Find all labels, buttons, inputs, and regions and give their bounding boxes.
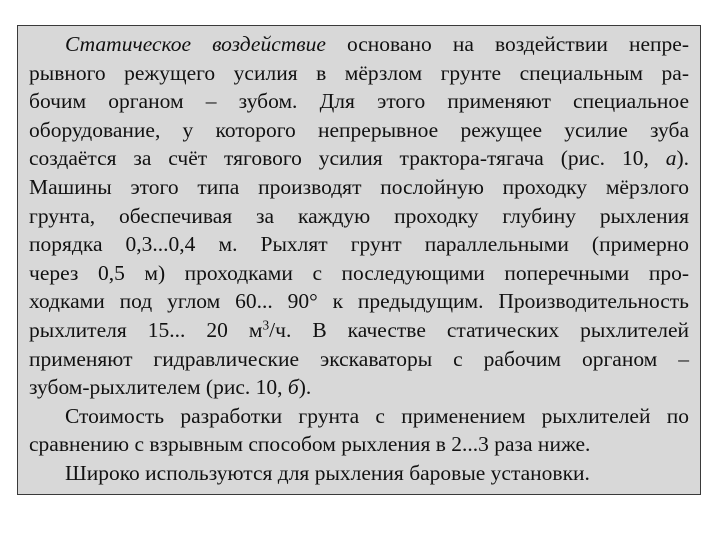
paragraph-1 bbox=[29, 30, 689, 402]
text-run: создаётся за счёт тягового усилия трактора-тягача (рис. 10, bbox=[29, 146, 666, 171]
text-panel bbox=[17, 25, 701, 495]
text-line bbox=[29, 144, 689, 173]
text-run: через 0,5 м) проходками с последующими поперечными про- bbox=[29, 260, 689, 285]
text-run: Машины этого типа производят послойную проходку мёрзлого bbox=[29, 174, 689, 199]
text-run: бочим органом – зубом. Для этого применяют специальное bbox=[29, 89, 689, 114]
paragraph-3 bbox=[29, 459, 689, 488]
text-run: применяют гидравлические экскаваторы с рабочим органом – bbox=[29, 346, 689, 371]
italic-text: б bbox=[287, 375, 299, 400]
text-run: порядка 0,3...0,4 м. Рыхлят грунт параллельными (примерно bbox=[29, 232, 689, 257]
text-line bbox=[29, 59, 689, 88]
text-line bbox=[29, 316, 689, 345]
paragraph-2 bbox=[29, 402, 689, 459]
text-run: Стоимость разработки грунта с применением рыхлителей по bbox=[65, 403, 689, 428]
text-run: ). bbox=[298, 375, 312, 400]
text-line bbox=[29, 345, 689, 374]
text-run: сравнению с взрывным способом рыхления в 2...3 раза ниже. bbox=[29, 432, 591, 457]
text-line bbox=[29, 202, 689, 231]
text-run: зубом-рыхлителем (рис. 10, bbox=[29, 375, 288, 400]
text-run: основано на воздействии непре- bbox=[325, 32, 689, 56]
text-run: рывного режущего усилия в мёрзлом грунте специальным ра- bbox=[29, 60, 689, 85]
text-line bbox=[29, 259, 689, 288]
text-line bbox=[29, 459, 689, 488]
text-run: Широко используются для рыхления баровые установки. bbox=[65, 460, 590, 485]
text-run: рыхлителя 15... 20 м bbox=[29, 317, 263, 342]
text-line bbox=[29, 30, 689, 59]
superscript: 3 bbox=[262, 317, 270, 333]
text-line bbox=[29, 87, 689, 116]
text-line bbox=[29, 430, 689, 459]
text-run: оборудование, у которого непрерывное режущее усилие зуба bbox=[29, 117, 689, 142]
italic-text: Статическое воздействие bbox=[65, 32, 326, 56]
text-line bbox=[29, 287, 689, 316]
text-run: /ч. В качестве статических рыхлителей bbox=[269, 317, 689, 342]
text-line bbox=[29, 173, 689, 202]
italic-text: а bbox=[665, 146, 677, 171]
text-run: ходками под углом 60... 90° к предыдущим. Производительность bbox=[29, 289, 689, 314]
text-run: грунта, обеспечивая за каждую проходку глубину рыхления bbox=[29, 203, 689, 228]
text-run: ). bbox=[676, 146, 689, 171]
text-line bbox=[29, 402, 689, 431]
text-line bbox=[29, 230, 689, 259]
text-line bbox=[29, 116, 689, 145]
text-line bbox=[29, 373, 689, 402]
